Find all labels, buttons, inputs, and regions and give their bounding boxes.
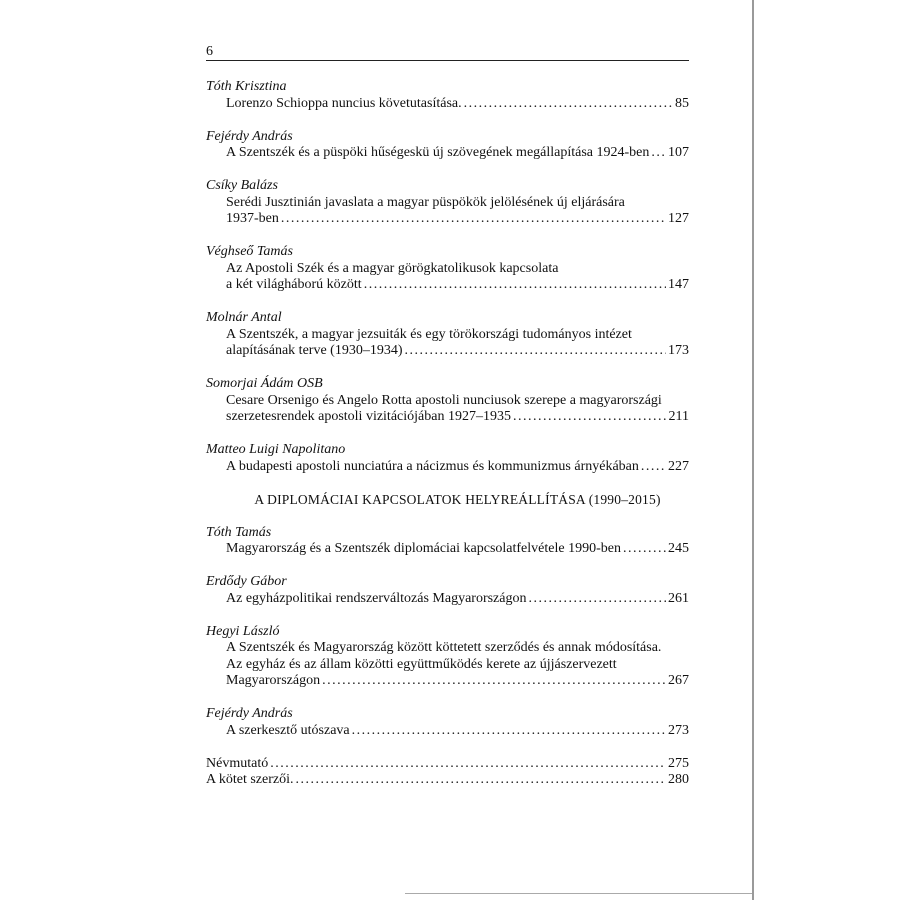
entry-title-line: A budapesti apostoli nunciatúra a nácizmus és kommunizmus árnyékában bbox=[226, 458, 639, 474]
entry-page-number: 267 bbox=[668, 673, 689, 688]
entry-title-line: Lorenzo Schioppa nuncius követutasítása. bbox=[226, 95, 462, 111]
scan-edge bbox=[752, 0, 754, 900]
entry-author: Matteo Luigi Napolitano bbox=[206, 442, 346, 457]
dot-leader bbox=[352, 723, 666, 740]
backmatter-page-number: 275 bbox=[668, 755, 689, 771]
entry-author: Hegyi László bbox=[206, 623, 280, 639]
entry-page-number: 273 bbox=[668, 722, 689, 738]
toc-entry[interactable] bbox=[206, 525, 689, 558]
dot-leader bbox=[513, 409, 667, 426]
entry-title-line: Az Apostoli Szék és a magyar görögkatolikusok kapcsolata bbox=[226, 260, 559, 276]
entry-title-line: A Szentszék és Magyarország között köttetett szerződés és annak módosítása. bbox=[226, 640, 662, 655]
dot-leader bbox=[651, 145, 666, 162]
toc-page bbox=[206, 44, 689, 789]
table-of-contents bbox=[206, 79, 689, 789]
toc-backmatter bbox=[206, 756, 689, 789]
entry-author: Erdődy Gábor bbox=[206, 574, 287, 589]
entry-page-number: 127 bbox=[668, 211, 689, 226]
entry-page-number: 107 bbox=[668, 145, 689, 160]
entry-author: Fejérdy András bbox=[206, 706, 293, 721]
page-number: 6 bbox=[206, 43, 213, 59]
section-title: A DIPLOMÁCIAI KAPCSOLATOK HELYREÁLLÍTÁSA (1990–2015) bbox=[254, 491, 661, 507]
entry-title-line: Az egyház és az állam közötti együttműködés kerete az újjászervezett bbox=[226, 656, 617, 672]
entry-page-number: 173 bbox=[668, 343, 689, 358]
toc-part-1 bbox=[206, 79, 689, 475]
entry-title-line: A Szentszék és a püspöki hűségeskü új szövegének megállapítása 1924-ben bbox=[226, 145, 650, 160]
backmatter-page-number: 280 bbox=[668, 772, 689, 787]
scan-bottom-edge bbox=[405, 893, 752, 894]
entry-title-line: szerzetesrendek apostoli vizitációjában 1927–1935 bbox=[226, 409, 511, 424]
entry-title-row bbox=[206, 277, 689, 294]
toc-entry[interactable] bbox=[206, 624, 689, 690]
entry-title-row bbox=[206, 409, 689, 426]
entry-title-line: Serédi Jusztinián javaslata a magyar püspökök jelölésének új eljárására bbox=[226, 194, 625, 210]
entry-title-row bbox=[206, 211, 689, 228]
entry-author: Molnár Antal bbox=[206, 310, 282, 325]
entry-page-number: 261 bbox=[668, 590, 689, 606]
toc-entry[interactable] bbox=[206, 706, 689, 739]
backmatter-title: A kötet szerzői. bbox=[206, 772, 294, 787]
entry-title-line: Cesare Orsenigo és Angelo Rotta apostoli nunciusok szerepe a magyarországi bbox=[226, 392, 662, 408]
toc-part-2 bbox=[206, 525, 689, 740]
toc-entry[interactable] bbox=[206, 79, 689, 112]
backmatter-entry[interactable] bbox=[206, 756, 689, 773]
entry-author: Fejérdy András bbox=[206, 128, 293, 144]
dot-leader bbox=[405, 343, 667, 360]
toc-entry[interactable] bbox=[206, 376, 689, 426]
entry-title-row bbox=[206, 96, 689, 113]
entry-title-row bbox=[206, 673, 689, 690]
toc-entry[interactable] bbox=[206, 310, 689, 360]
dot-leader bbox=[295, 772, 666, 789]
toc-entry[interactable] bbox=[206, 442, 689, 475]
backmatter-title: Névmutató bbox=[206, 755, 269, 771]
entry-author: Somorjai Ádám OSB bbox=[206, 376, 323, 391]
entry-author: Csíky Balázs bbox=[206, 178, 278, 193]
dot-leader bbox=[322, 673, 666, 690]
entry-title-line: A Szentszék, a magyar jezsuiták és egy törökországi tudományos intézet bbox=[226, 326, 632, 342]
entry-page-number: 85 bbox=[675, 95, 689, 111]
entry-page-number: 147 bbox=[668, 277, 689, 292]
entry-title-line: alapításának terve (1930–1934) bbox=[226, 343, 403, 358]
backmatter-entry[interactable] bbox=[206, 772, 689, 789]
entry-author: Tóth Krisztina bbox=[206, 79, 287, 94]
entry-title-line: Az egyházpolitikai rendszerváltozás Magyarországon bbox=[226, 590, 527, 606]
toc-entry[interactable] bbox=[206, 244, 689, 294]
entry-title-line: Magyarország és a Szentszék diplomáciai kapcsolatfelvétele 1990-ben bbox=[226, 541, 621, 556]
dot-leader bbox=[623, 541, 666, 558]
dot-leader bbox=[529, 591, 667, 608]
entry-title-line: Magyarországon bbox=[226, 673, 321, 688]
entry-title-row bbox=[206, 723, 689, 740]
entry-title-line: 1937-ben bbox=[226, 211, 279, 226]
entry-title-row bbox=[206, 541, 689, 558]
entry-title-row bbox=[206, 343, 689, 360]
entry-title-line: A szerkesztő utószava bbox=[226, 722, 350, 738]
dot-leader bbox=[464, 96, 673, 113]
page-header bbox=[206, 44, 689, 60]
dot-leader bbox=[270, 756, 666, 773]
entry-title-row bbox=[206, 145, 689, 162]
entry-page-number: 227 bbox=[668, 458, 689, 474]
toc-entry[interactable] bbox=[206, 129, 689, 162]
dot-leader bbox=[281, 211, 666, 228]
entry-title-row bbox=[206, 459, 689, 476]
entry-page-number: 245 bbox=[668, 541, 689, 556]
entry-title-row bbox=[206, 591, 689, 608]
entry-author: Tóth Tamás bbox=[206, 524, 272, 540]
toc-entry[interactable] bbox=[206, 574, 689, 607]
header-rule bbox=[206, 60, 689, 61]
toc-entry[interactable] bbox=[206, 178, 689, 228]
entry-title-line: a két világháború között bbox=[226, 277, 362, 292]
dot-leader bbox=[641, 459, 666, 476]
entry-author: Véghseő Tamás bbox=[206, 244, 293, 259]
entry-page-number: 211 bbox=[668, 409, 689, 424]
dot-leader bbox=[364, 277, 666, 294]
